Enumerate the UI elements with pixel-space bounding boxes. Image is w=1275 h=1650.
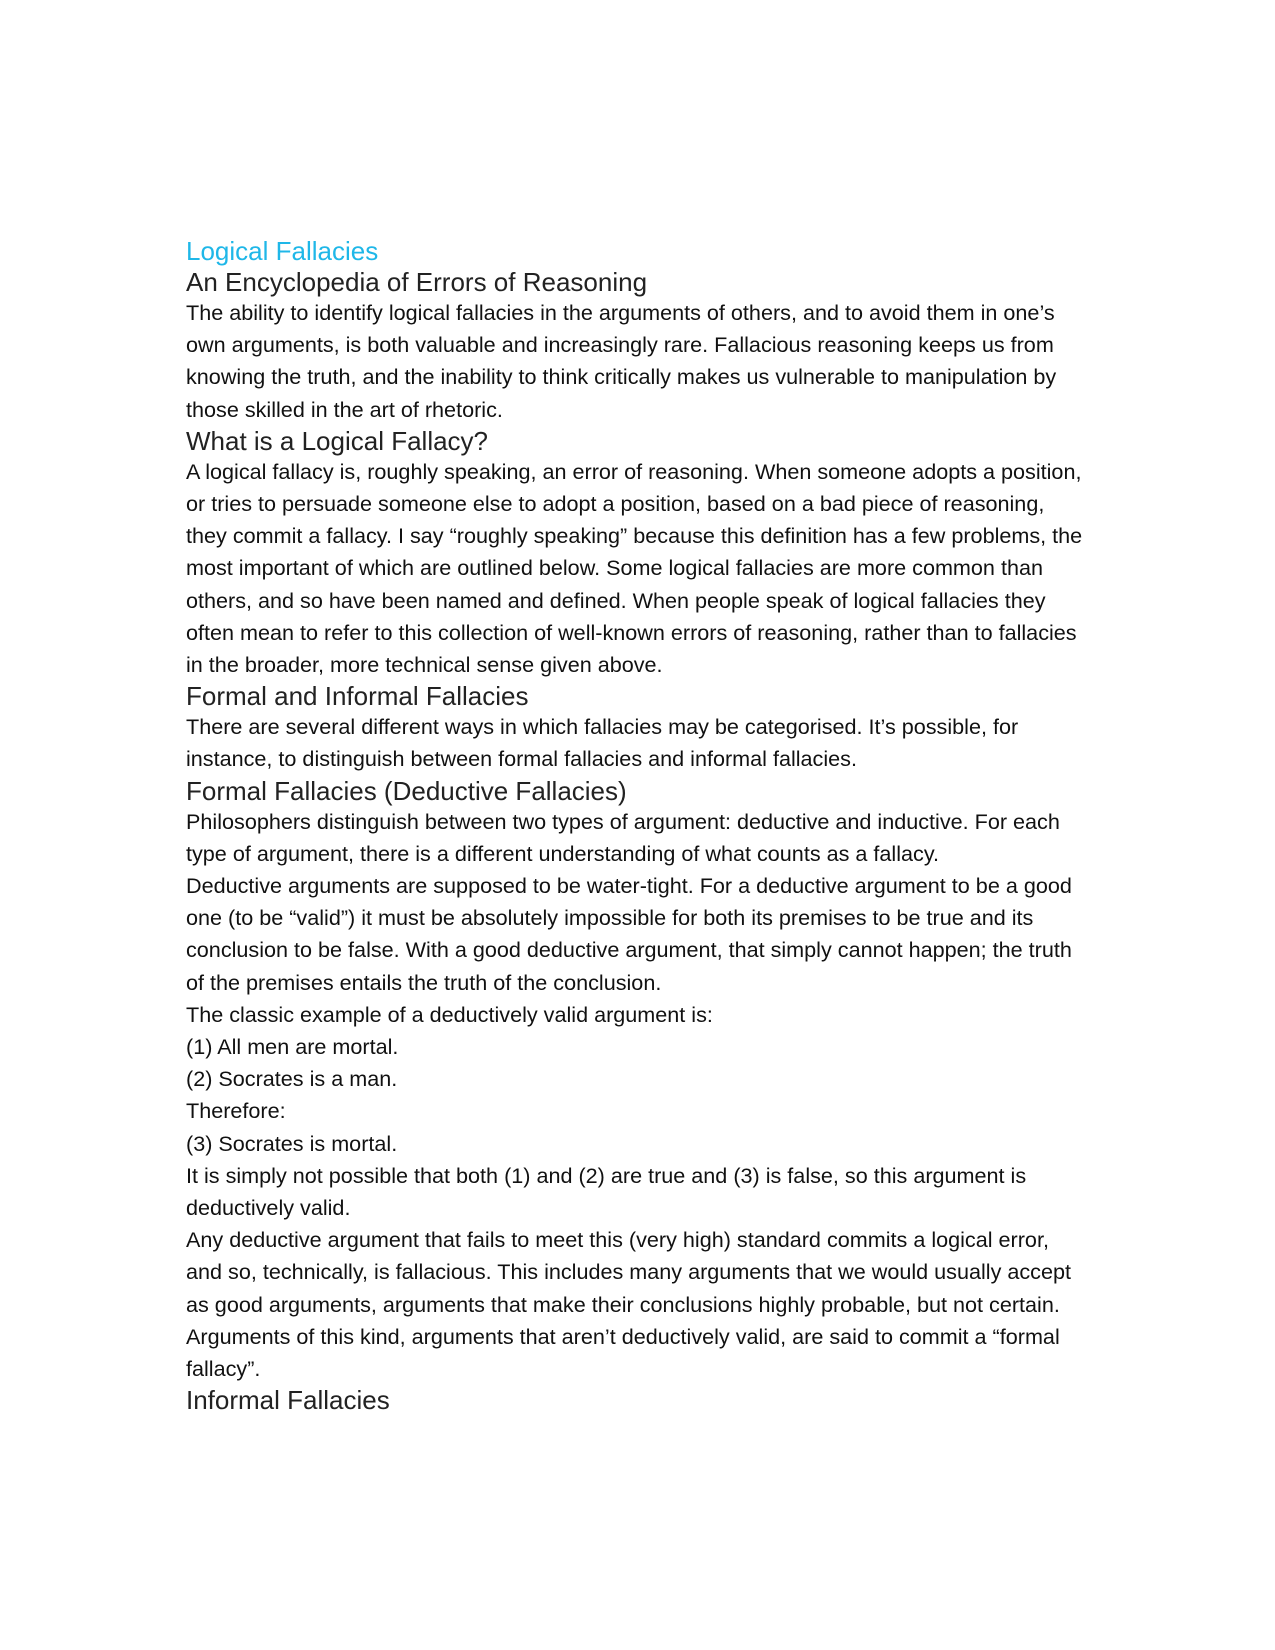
section-heading-informal-fallacies: Informal Fallacies — [186, 1385, 390, 1416]
section-paragraph: Deductive arguments are supposed to be water-tight. For a deductive argument to be a good one (to be “valid”) it must be absolutely impossible for both its premises to be true and its conclusion to be false. With a good deductive argument, that simply cannot happen; the truth of the premises entails the truth of the conclusion. — [186, 873, 1072, 995]
section-paragraph: It is simply not possible that both (1) and (2) are true and (3) is false, so this argument is deductively valid. — [186, 1162, 1027, 1221]
section-paragraph: The classic example of a deductively valid argument is: — [186, 1001, 713, 1027]
section-heading-formal-informal: Formal and Informal Fallacies — [186, 681, 529, 712]
section-paragraph: Philosophers distinguish between two types of argument: deductive and inductive. For each type of argument, there is a different understanding of what counts as a fallacy. — [186, 808, 1060, 866]
document-page — [186, 236, 1086, 1415]
argument-premise-2: (2) Socrates is a man. — [186, 1066, 398, 1092]
argument-therefore: Therefore: — [186, 1098, 286, 1124]
argument-premise-1: (1) All men are mortal. — [186, 1034, 399, 1060]
intro-paragraph: The ability to identify logical fallacies in the arguments of others, and to avoid them in one’s own arguments, is both valuable and increasingly rare. Fallacious reasoning keeps us from knowing the truth, and the inability to think critically makes us vulnerable to manipulation by those skilled in the art of rhetoric. — [186, 300, 1057, 422]
section-paragraph: A logical fallacy is, roughly speaking, an error of reasoning. When someone adopts a position, or tries to persuade someone else to adopt a position, based on a bad piece of reasoning, they commit a fallacy. I say “roughly speaking” because this definition has a few problems, the most important of which are outlined below. Some logical fallacies are more common than others, and so have been named and defined. When people speak of logical fallacies they often mean to refer to this collection of well-known errors of reasoning, rather than to fallacies in the broader, more technical sense given above. — [186, 458, 1083, 678]
argument-conclusion: (3) Socrates is mortal. — [186, 1130, 398, 1156]
document-subtitle: An Encyclopedia of Errors of Reasoning — [186, 267, 648, 297]
section-paragraph: There are several different ways in which fallacies may be categorised. It’s possible, for instance, to distinguish between formal fallacies and informal fallacies. — [186, 714, 1019, 772]
document-title: Logical Fallacies — [186, 236, 379, 266]
section-paragraph: Any deductive argument that fails to meet this (very high) standard commits a logical error, and so, technically, is fallacious. This includes many arguments that we would usually accept as good arguments, arguments that make their conclusions highly probable, but not certain. Arguments of this kind, arguments that aren’t deductively valid, are said to commit a “formal fallacy”. — [186, 1227, 1071, 1382]
section-heading-formal-fallacies: Formal Fallacies (Deductive Fallacies) — [186, 775, 627, 806]
section-heading-what-is: What is a Logical Fallacy? — [186, 425, 489, 456]
